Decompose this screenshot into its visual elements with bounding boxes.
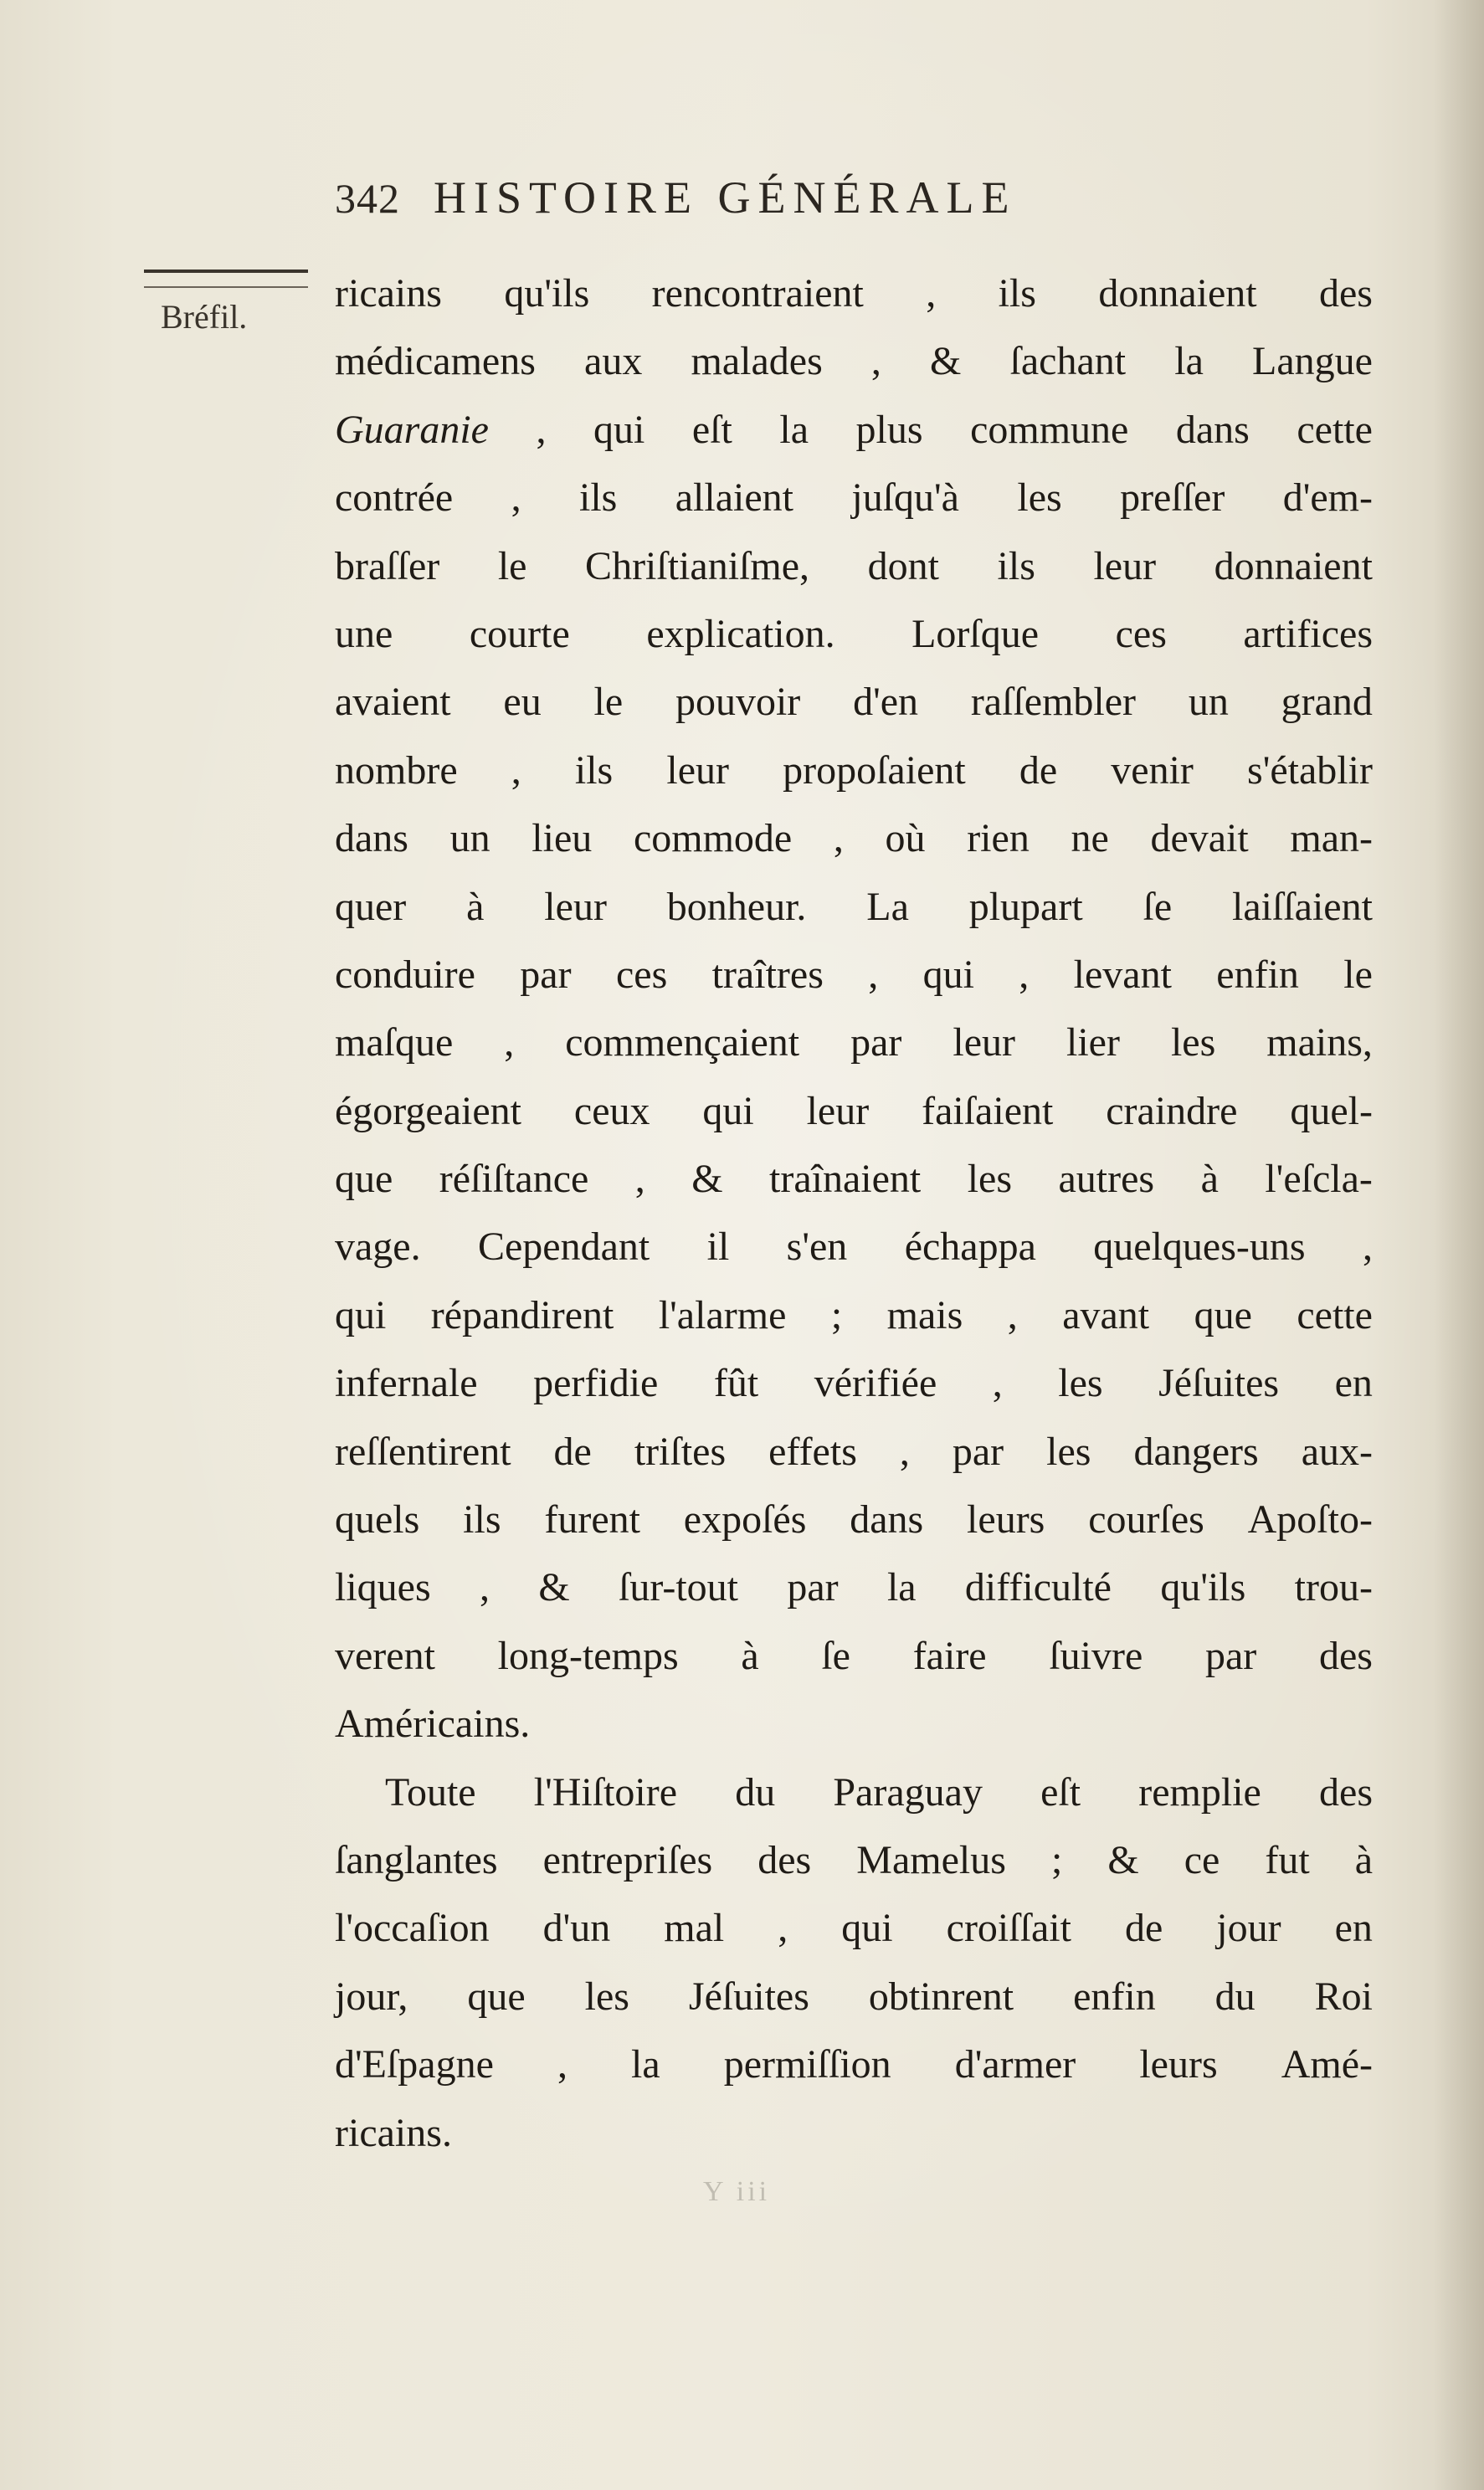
word: la: [779, 407, 809, 452]
word: qu'ils: [1160, 1565, 1246, 1610]
margin-rule: [144, 270, 308, 273]
word: rien: [967, 816, 1030, 861]
word: effets: [768, 1429, 857, 1474]
word: qui: [922, 952, 974, 997]
word: Chriſtianiſme,: [585, 543, 810, 588]
word: ,: [992, 1361, 1003, 1406]
word: qui: [702, 1088, 754, 1133]
word: artifices: [1243, 611, 1373, 656]
word: du: [1214, 1974, 1255, 2019]
word: ſuivre: [1049, 1633, 1143, 1678]
word: grand: [1281, 680, 1373, 725]
word: juſqu'à: [851, 475, 959, 521]
word: qui: [335, 1292, 387, 1337]
word: devait: [1150, 816, 1249, 861]
word: leur: [806, 1088, 870, 1133]
word: fût: [713, 1361, 759, 1406]
word: commençaient: [565, 1020, 800, 1065]
word: furent: [544, 1497, 640, 1543]
text-line: [335, 1963, 1373, 2031]
word: preſſer: [1120, 475, 1225, 521]
word: mains,: [1266, 1020, 1373, 1065]
text-line: [335, 1349, 1373, 1417]
word: cette: [1297, 1292, 1373, 1337]
word: leurs: [1139, 2042, 1218, 2087]
word: d'armer: [954, 2042, 1076, 2087]
word: man-: [1290, 816, 1373, 861]
word: ces: [615, 952, 668, 997]
word: ils: [578, 475, 618, 521]
word: l'eſcla-: [1265, 1157, 1373, 1202]
word: quel-: [1290, 1088, 1373, 1133]
word: conduire: [335, 952, 475, 997]
word: que: [467, 1974, 526, 2019]
word: jour,: [335, 1974, 408, 2019]
word: courſes: [1088, 1497, 1204, 1543]
word: ils: [997, 543, 1035, 588]
word: leur: [544, 884, 607, 929]
word: leur: [666, 747, 729, 793]
word: aux-: [1301, 1429, 1373, 1474]
word: une: [335, 611, 393, 656]
text-line: [335, 668, 1373, 736]
word: vérifiée: [814, 1361, 937, 1406]
word: ,: [511, 475, 521, 521]
word: eſt: [1040, 1769, 1081, 1815]
word: pouvoir: [675, 680, 801, 725]
text-line: [335, 1622, 1373, 1690]
text-line: [335, 1486, 1373, 1553]
word: du: [735, 1769, 776, 1815]
word: verent: [335, 1633, 435, 1678]
word: que: [1194, 1292, 1252, 1337]
word: commune: [970, 407, 1129, 452]
text-line: [335, 2031, 1373, 2098]
word: ,: [778, 1906, 788, 1951]
running-title: HISTOIRE GÉNÉRALE: [434, 172, 1017, 223]
word: les: [967, 1157, 1013, 1202]
word: il: [706, 1224, 730, 1270]
word: &: [691, 1157, 723, 1202]
word: leurs: [967, 1497, 1045, 1543]
text-line: [335, 2099, 1373, 2167]
word: ,: [833, 816, 844, 861]
word: ,: [504, 1020, 515, 1065]
text-line: [335, 1281, 1373, 1349]
word: ricains.: [335, 2110, 452, 2155]
word: Paraguay: [833, 1769, 983, 1815]
word: la: [631, 2042, 660, 2087]
word: échappa: [904, 1224, 1036, 1270]
word: traînaient: [769, 1157, 922, 1202]
word: dangers: [1133, 1429, 1259, 1474]
word: ,: [868, 952, 879, 997]
word: de: [553, 1429, 592, 1474]
word: triſtes: [634, 1429, 727, 1474]
word: le: [497, 543, 527, 588]
word: ſe: [821, 1633, 850, 1678]
word: Cependant: [477, 1224, 650, 1270]
word: ,: [1007, 1292, 1018, 1337]
word: le: [593, 680, 624, 725]
word: ils: [998, 271, 1036, 316]
word: dans: [335, 816, 408, 861]
word: ſur-tout: [618, 1565, 738, 1610]
word: quels: [335, 1497, 420, 1543]
word: ,: [899, 1429, 910, 1474]
word: ce: [1184, 1837, 1220, 1882]
word: Apoſto-: [1247, 1497, 1373, 1543]
margin-rule-thin: [144, 286, 308, 288]
text-line: [335, 1690, 1373, 1758]
text-line: [335, 600, 1373, 668]
word: d'em-: [1282, 475, 1373, 521]
text-line: [335, 804, 1373, 872]
word: obtinrent: [868, 1974, 1014, 2019]
word: entrepriſes: [542, 1837, 713, 1882]
word: ſachant: [1009, 339, 1127, 384]
word: leur: [953, 1020, 1016, 1065]
word: Langue: [1252, 339, 1373, 384]
word: reſſentirent: [335, 1429, 511, 1474]
word: Mamelus: [856, 1837, 1006, 1882]
word: quer: [335, 884, 407, 929]
word: les: [1058, 1361, 1103, 1406]
word: plus: [855, 407, 923, 452]
word: enfin: [1216, 952, 1299, 997]
word: aux: [584, 339, 643, 384]
word: cette: [1297, 407, 1373, 452]
word: un: [1188, 680, 1229, 725]
text-line: [335, 1213, 1373, 1281]
word: Toute: [385, 1769, 476, 1815]
word: donnaient: [1098, 271, 1257, 316]
text-line: [335, 327, 1373, 395]
word: des: [1318, 1633, 1373, 1678]
word: des: [757, 1837, 812, 1882]
word: qui: [841, 1906, 893, 1951]
running-head: [335, 172, 1373, 223]
word: des: [1319, 1769, 1373, 1815]
text-line: [335, 1553, 1373, 1621]
text-line: [335, 532, 1373, 600]
word: explication.: [646, 611, 835, 656]
word: ,: [634, 1157, 645, 1202]
text-line: [335, 396, 1373, 464]
word: médicamens: [335, 339, 536, 384]
text-line: [335, 941, 1373, 1009]
word: ,: [1019, 952, 1030, 997]
word: à: [1354, 1837, 1373, 1882]
word: ils: [574, 747, 614, 793]
text-line: [335, 259, 1373, 327]
word: ,: [511, 747, 521, 793]
word: ,: [479, 1565, 490, 1610]
word: ;: [830, 1292, 843, 1337]
word: venir: [1111, 747, 1194, 793]
word: faiſaient: [922, 1088, 1054, 1133]
word: par: [1204, 1633, 1257, 1678]
word: quelques-uns: [1093, 1224, 1306, 1270]
word: traîtres: [711, 952, 824, 997]
word: égorgeaient: [335, 1088, 522, 1133]
word: que: [335, 1157, 393, 1202]
text-line: [335, 1145, 1373, 1213]
word: ,: [1362, 1224, 1373, 1270]
word: jour: [1216, 1906, 1281, 1951]
word: les: [1046, 1429, 1091, 1474]
word: où: [885, 816, 926, 861]
text-line: [335, 1418, 1373, 1486]
word: &: [1107, 1837, 1139, 1882]
word: par: [520, 952, 572, 997]
text-line: [335, 1009, 1373, 1076]
word: en: [1334, 1361, 1373, 1406]
word: avant: [1062, 1292, 1150, 1337]
word: à: [1200, 1157, 1219, 1202]
text-line: [335, 464, 1373, 531]
word: propoſaient: [783, 747, 966, 793]
body-text: [335, 259, 1373, 2167]
word: des: [1318, 271, 1373, 316]
word: ces: [1115, 611, 1167, 656]
word: les: [1170, 1020, 1216, 1065]
word: en: [1334, 1906, 1373, 1951]
word: levant: [1073, 952, 1172, 997]
word: un: [449, 816, 490, 861]
word: avaient: [335, 680, 451, 725]
word: réſiſtance: [439, 1157, 589, 1202]
word: fut: [1265, 1837, 1310, 1882]
text-line: [335, 1894, 1373, 1962]
word: qu'ils: [504, 271, 590, 316]
spine-shadow: [1434, 0, 1484, 2490]
word: l'Hiſtoire: [533, 1769, 678, 1815]
word: répandirent: [430, 1292, 614, 1337]
word: dont: [867, 543, 939, 588]
word: ,: [536, 407, 547, 452]
word: ricains: [335, 271, 442, 316]
word: plupart: [968, 884, 1083, 929]
word: ,: [870, 339, 881, 384]
word: nombre: [335, 747, 458, 793]
word: ils: [463, 1497, 501, 1543]
word: craindre: [1106, 1088, 1238, 1133]
word: eſt: [691, 407, 732, 452]
word: trou-: [1294, 1565, 1373, 1610]
word: mal: [664, 1906, 725, 1951]
word: long-temps: [497, 1633, 679, 1678]
word: par: [850, 1020, 902, 1065]
word: lier: [1066, 1020, 1120, 1065]
word: d'un: [542, 1906, 611, 1951]
word: d'Eſpagne: [335, 2042, 494, 2087]
word: La: [866, 884, 909, 929]
word: ceux: [573, 1088, 650, 1133]
word: maſque: [335, 1020, 454, 1065]
text-line: [335, 873, 1373, 941]
word: ne: [1071, 816, 1109, 861]
word: laiſſaient: [1232, 884, 1373, 929]
word: Guaranie: [335, 407, 489, 452]
word: perfidie: [533, 1361, 659, 1406]
word: Jéſuites: [688, 1974, 809, 2019]
word: braſſer: [335, 543, 440, 588]
word: difficulté: [964, 1565, 1112, 1610]
word: enfin: [1073, 1974, 1156, 2019]
page-number: 342: [335, 175, 400, 222]
word: l'occaſion: [335, 1906, 490, 1951]
word: contrée: [335, 475, 454, 521]
word: ſe: [1143, 884, 1173, 929]
word: bonheur.: [666, 884, 807, 929]
word: donnaient: [1214, 543, 1373, 588]
word: infernale: [335, 1361, 478, 1406]
word: dans: [850, 1497, 924, 1543]
word: malades: [691, 339, 823, 384]
word: &: [538, 1565, 570, 1610]
signature-mark: Y iii: [703, 2176, 771, 2207]
word: rencontraient: [651, 271, 864, 316]
word: la: [886, 1565, 917, 1610]
word: allaient: [675, 475, 793, 521]
word: Américains.: [335, 1702, 531, 1747]
word: expoſés: [683, 1497, 807, 1543]
text-line: [335, 737, 1373, 804]
word: de: [1124, 1906, 1163, 1951]
word: courte: [469, 611, 570, 656]
word: le: [1343, 952, 1373, 997]
margin-note: Bréfil.: [161, 298, 248, 336]
word: Amé-: [1281, 2042, 1373, 2087]
text-line: [335, 1077, 1373, 1145]
word: ſanglantes: [335, 1837, 498, 1882]
word: s'établir: [1247, 747, 1373, 793]
word: d'en: [853, 680, 919, 725]
word: liques: [335, 1565, 431, 1610]
word: vage.: [335, 1224, 421, 1270]
word: faire: [912, 1633, 987, 1678]
word: Roi: [1314, 1974, 1373, 2019]
word: qui: [593, 407, 645, 452]
word: eu: [503, 680, 542, 725]
word: autres: [1058, 1157, 1155, 1202]
word: croiſſait: [946, 1906, 1071, 1951]
word: de: [1019, 747, 1058, 793]
word: Jéſuites: [1158, 1361, 1280, 1406]
word: la: [1174, 339, 1204, 384]
word: raſſembler: [970, 680, 1137, 725]
word: Lorſque: [911, 611, 1040, 656]
text-line: [335, 1758, 1373, 1826]
word: les: [584, 1974, 629, 2019]
word: l'alarme: [658, 1292, 787, 1337]
word: ,: [557, 2042, 567, 2087]
text-line: [335, 1826, 1373, 1894]
word: permiſſion: [723, 2042, 891, 2087]
word: mais: [886, 1292, 963, 1337]
word: remplie: [1138, 1769, 1261, 1815]
word: par: [952, 1429, 1004, 1474]
word: lieu: [531, 816, 593, 861]
word: s'en: [786, 1224, 848, 1270]
word: les: [1017, 475, 1062, 521]
word: dans: [1175, 407, 1250, 452]
word: à: [741, 1633, 759, 1678]
word: ,: [926, 271, 937, 316]
word: &: [930, 339, 962, 384]
word: à: [466, 884, 485, 929]
word: ;: [1050, 1837, 1063, 1882]
word: leur: [1093, 543, 1157, 588]
word: commode: [633, 816, 793, 861]
word: par: [787, 1565, 839, 1610]
